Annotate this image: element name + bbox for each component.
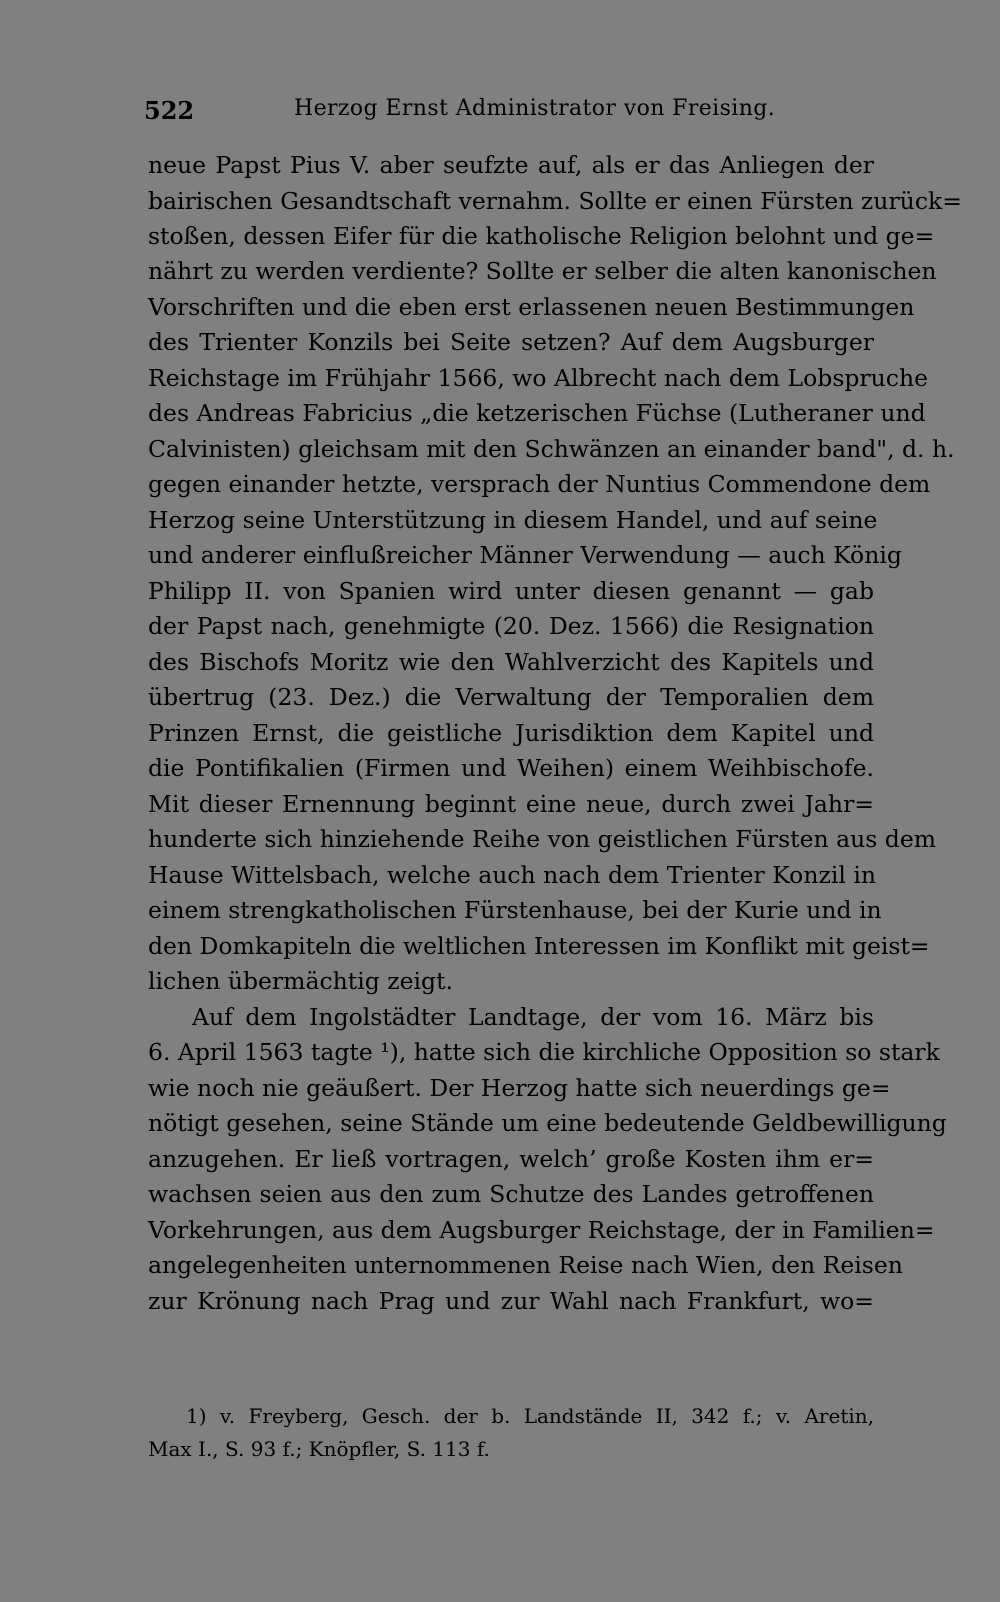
text-line: neue Papst Pius V. aber seufzte auf, als er das Anliegen der <box>148 151 874 179</box>
text-line: hunderte sich hinziehende Reihe von geistlichen Fürsten aus dem <box>148 825 937 853</box>
text-line: des Bischofs Moritz wie den Wahlverzicht des Kapitels und <box>148 648 874 676</box>
page-number: 522 <box>144 96 195 125</box>
text-line: und anderer einflußreicher Männer Verwendung — auch König <box>148 541 902 569</box>
footnote-line: 1) v. Freyberg, Gesch. der b. Landstände II, 342 f.; v. Aretin, <box>186 1404 874 1428</box>
text-line: des Andreas Fabricius „die ketzerischen Füchse (Lutheraner und <box>148 399 926 427</box>
text-line: der Papst nach, genehmigte (20. Dez. 1566) die Resignation <box>148 612 874 640</box>
text-line: übertrug (23. Dez.) die Verwaltung der Temporalien dem <box>148 683 874 711</box>
text-line: Philipp II. von Spanien wird unter diesen genannt — gab <box>148 577 874 605</box>
text-line: gegen einander hetzte, versprach der Nuntius Commendone dem <box>148 470 931 498</box>
text-line: bairischen Gesandtschaft vernahm. Sollte er einen Fürsten zurück= <box>148 187 962 215</box>
footnote-line: Max I., S. 93 f.; Knöpfler, S. 113 f. <box>148 1437 490 1461</box>
text-line: angelegenheiten unternommenen Reise nach Wien, den Reisen <box>148 1251 903 1279</box>
text-line: Herzog seine Unterstützung in diesem Handel, und auf seine <box>148 506 878 534</box>
text-line: zur Krönung nach Prag und zur Wahl nach Frankfurt, wo= <box>148 1287 874 1315</box>
text-line: einem strengkatholischen Fürstenhause, bei der Kurie und in <box>148 896 882 924</box>
text-line: Prinzen Ernst, die geistliche Jurisdiktion dem Kapitel und <box>148 719 874 747</box>
text-line: nötigt gesehen, seine Stände um eine bedeutende Geldbewilligung <box>148 1109 947 1137</box>
text-line: anzugehen. Er ließ vortragen, welch’ große Kosten ihm er= <box>148 1145 874 1173</box>
text-line: Vorschriften und die eben erst erlassenen neuen Bestimmungen <box>148 293 915 321</box>
running-title: Herzog Ernst Administrator von Freising. <box>294 96 776 121</box>
text-line: Mit dieser Ernennung beginnt eine neue, durch zwei Jahr= <box>148 790 874 818</box>
text-line: lichen übermächtig zeigt. <box>148 967 453 995</box>
text-line: Reichstage im Frühjahr 1566, wo Albrecht nach dem Lobspruche <box>148 364 929 392</box>
text-line: des Trienter Konzils bei Seite setzen? Auf dem Augsburger <box>148 328 874 356</box>
text-line: stoßen, dessen Eifer für die katholische Religion belohnt und ge= <box>148 222 935 250</box>
text-line: wie noch nie geäußert. Der Herzog hatte sich neuerdings ge= <box>148 1074 891 1102</box>
text-line: die Pontifikalien (Firmen und Weihen) einem Weihbischofe. <box>148 754 874 782</box>
text-line: den Domkapiteln die weltlichen Interessen im Konflikt mit geist= <box>148 932 930 960</box>
text-line: wachsen seien aus den zum Schutze des Landes getroffenen <box>148 1180 874 1208</box>
text-line: 6. April 1563 tagte ¹), hatte sich die kirchliche Opposition so stark <box>148 1038 940 1066</box>
text-line: Auf dem Ingolstädter Landtage, der vom 16. März bis <box>192 1003 874 1031</box>
page-header <box>144 92 872 128</box>
text-line: Hause Wittelsbach, welche auch nach dem Trienter Konzil in <box>148 861 876 889</box>
text-line: Vorkehrungen, aus dem Augsburger Reichstage, der in Familien= <box>148 1216 935 1244</box>
text-line: nährt zu werden verdiente? Sollte er selber die alten kanonischen <box>148 257 937 285</box>
text-line: Calvinisten) gleichsam mit den Schwänzen an einander band", d. h. <box>148 435 955 463</box>
